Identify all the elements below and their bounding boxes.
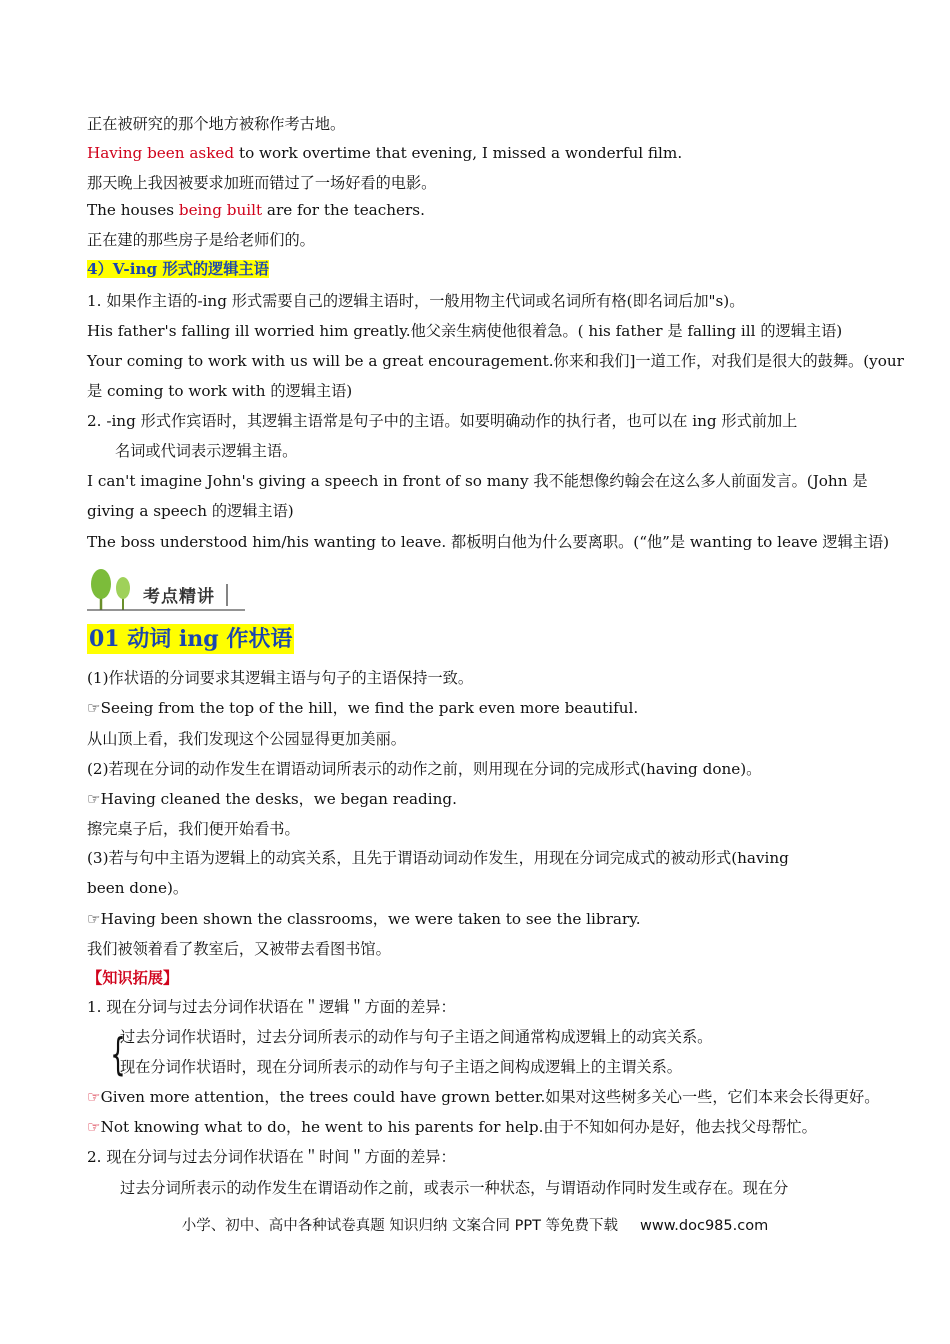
example-sentence [87,200,868,220]
sentence-text: Given more attention，the trees could have grown better.如果对这些树多关心一些，它们本来会长得更好。 [100,1088,880,1106]
example-sentence: I can't imagine John's giving a speech in front of so many 我不能想像约翰会在这么多人前面发言。(John 是 [87,472,868,490]
rule-item: (3)若与句中主语为逻辑上的动宾关系，且先于谓语动词动作发生，用现在分词完成式的被动形式(having [87,849,789,867]
rule-item: (2)若现在分词的动作发生在谓语动词所表示的动作之前，则用现在分词的完成形式(having done)。 [87,760,762,778]
example-sentence: giving a speech 的逻辑主语) [87,502,294,520]
rule-item: 过去分词所表示的动作发生在谓语动作之前，或表示一种状态，与谓语动作同时发生或存在。现在分 [120,1179,789,1197]
example-sentence: ☞Having cleaned the desks，we began reading. [87,790,457,808]
example-sentence [87,1117,868,1137]
highlighted-phrase: Having been asked [87,144,235,162]
footer-link[interactable]: www.doc985.com [640,1218,769,1234]
example-sentence [87,1087,880,1107]
rule-item: (1)作状语的分词要求其逻辑主语与句子的主语保持一致。 [87,669,474,687]
rule-item: 1. 现在分词与过去分词作状语在＂逻辑＂方面的差异： [87,998,456,1016]
pointing-hand-icon: ☞ [87,1088,101,1106]
highlighted-phrase: being built [178,201,263,219]
translation-line: 我们被领着看了教室后，又被带去看图书馆。 [87,940,391,958]
text-line: 正在被研究的那个地方被称作考古地。 [87,115,346,133]
sentence-text: Not knowing what to do，he went to his parents for help.由于不知如何办是好，他去找父母帮忙。 [100,1118,817,1136]
banner-title: 考点精讲 [143,587,215,607]
subsection-heading-text: 4）V-ing 形式的逻辑主语 [87,260,269,278]
knowledge-extension-heading: 【知识拓展】 [87,969,179,987]
footer-text: 小学、初中、高中各种试卷真题 知识归纳 文案合同 PPT 等免费下载 [181,1218,619,1234]
sentence-text: are for the teachers. [262,201,425,219]
example-sentence: ☞Having been shown the classrooms，we were taken to see the library. [87,910,641,928]
comparison-line: 现在分词作状语时，现在分词所表示的动作与句子主语之间构成逻辑上的主谓关系。 [120,1058,682,1076]
page-footer [0,1214,950,1235]
rule-item-continued: 名词或代词表示逻辑主语。 [115,442,298,460]
brace-icon: { [110,1029,126,1080]
rule-item-continued: been done)。 [87,879,189,897]
example-sentence: His father's falling ill worried him greatly.他父亲生病使他很着急。( his father 是 falling ill 的逻辑主语) [87,322,843,340]
translation-line: 擦完桌子后，我们便开始看书。 [87,820,300,838]
rule-item: 2. 现在分词与过去分词作状语在＂时间＂方面的差异： [87,1148,456,1166]
translation-line: 那天晚上我因被要求加班而错过了一场好看的电影。 [87,174,437,192]
translation-line: 从山顶上看，我们发现这个公园显得更加美丽。 [87,730,406,748]
example-sentence: The boss understood him/his wanting to leave. 都板明白他为什么要离职。(“他”是 wanting to leave 逻辑主语) [87,533,890,551]
rule-item: 2. -ing 形式作宾语时，其逻辑主语常是句子中的主语。如要明确动作的执行者，也可以在 ing 形式前加上 [87,412,798,430]
section-title: 01 动词 ing 作状语 [89,626,293,652]
example-sentence: Your coming to work with us will be a great encouragement.你来和我们]一道工作，对我们是很大的鼓舞。(your [87,352,904,370]
comparison-line: 过去分词作状语时，过去分词所表示的动作与句子主语之间通常构成逻辑上的动宾关系。 [120,1028,713,1046]
translation-line: 正在建的那些房子是给老师们的。 [87,231,315,249]
subsection-heading [87,259,868,279]
example-sentence: ☞Seeing from the top of the hill，we find the park even more beautiful. [87,699,639,717]
sentence-text: The houses [87,201,179,219]
example-sentence: 是 coming to work with 的逻辑主语) [87,382,353,400]
rule-item: 1. 如果作主语的-ing 形式需要自己的逻辑主语时，一般用物主代词或名词所有格(即名词后加"s)。 [87,292,745,310]
sentence-text: to work overtime that evening, I missed a wonderful film. [234,144,683,162]
pointing-hand-icon: ☞ [87,1118,101,1136]
example-sentence [87,143,868,163]
section-banner [87,566,247,612]
